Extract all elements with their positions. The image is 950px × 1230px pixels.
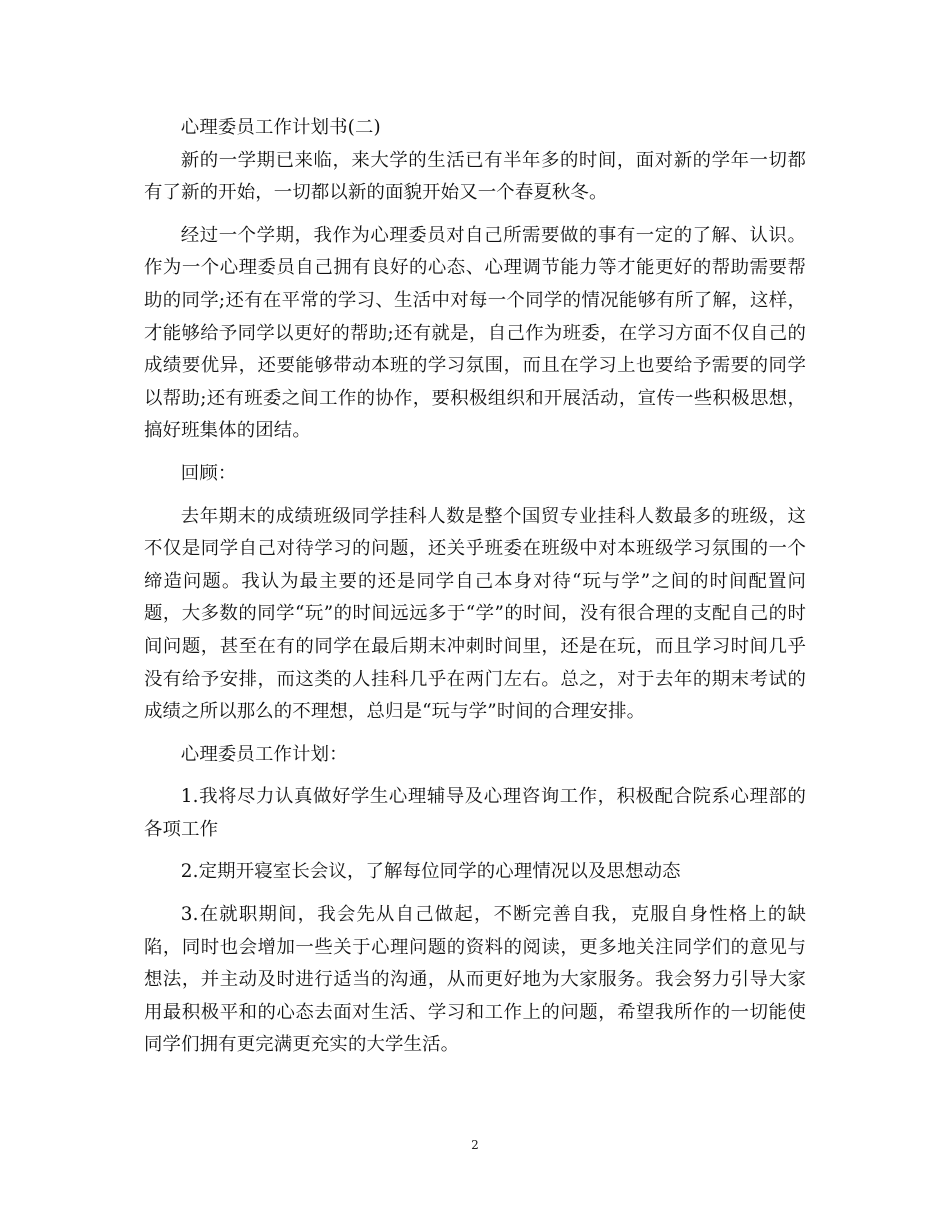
plan-item-2: 2.定期开寝室长会议，了解每位同学的心理情况以及思想动态 (180, 861, 681, 883)
plan-item-3: 3.在就职期间，我会先从自己做起，不断完善自我，克服自身性格上的缺陷，同时也会增加一些关于心理问题的资料的阅读，更多地关注同学们的意见与想法，并主动及时进行适当的沟通，从而更好地为大家服务。我会努力引导大家用最积极平和的心态去面对生活、学习和工作上的问题，希望我所作的一切能使同学们拥有更完满更充实的大学生活。 (144, 904, 806, 1056)
section-heading-plan: 心理委员工作计划： (180, 743, 348, 765)
plan-item-1: 1.我将尽力认真做好学生心理辅导及心理咨询工作，积极配合院系心理部的各项工作 (144, 786, 806, 840)
paragraph-intro: 新的一学期已来临，来大学的生活已有半年多的时间，面对新的学年一切都有了新的开始，一切都以新的面貌开始又一个春夏秋冬。 (144, 149, 806, 204)
section-heading-review: 回顾： (180, 462, 237, 484)
page-number: 2 (471, 1138, 479, 1152)
document-title: 心理委员工作计划书(二) (180, 117, 381, 138)
paragraph-review: 去年期末的成绩班级同学挂科人数是整个国贸专业挂科人数最多的班级，这不仅是同学自己对待学习的问题，还关乎班委在班级中对本班级学习氛围的一个缔造问题。我认为最主要的还是同学自己本身对待“玩与学”之间的时间配置问题，大多数的同学“玩”的时间远远多于“学”的时间，没有很合理的支配自己的时间问题，甚至在有的同学在最后期末冲刺时间里，还是在玩，而且学习时间几乎没有给予安排，而这类的人挂科几乎在两门左右。总之，对于去年的期末考试的成绩之所以那么的不理想，总归是“玩与学”时间的合理安排。 (144, 505, 806, 723)
paragraph-experience: 经过一个学期，我作为心理委员对自己所需要做的事有一定的了解、认识。作为一个心理委员自己拥有良好的心态、心理调节能力等才能更好的帮助需要帮助的同学;还有在平常的学习、生活中对每一个同学的情况能够有所了解，这样，才能够给予同学以更好的帮助;还有就是，自己作为班委，在学习方面不仅自己的成绩要优异，还要能够带动本班的学习氛围，而且在学习上也要给予需要的同学以帮助;还有班委之间工作的协作，要积极组织和开展活动，宣传一些积极思想，搞好班集体的团结。 (144, 224, 806, 442)
document-body (144, 112, 806, 1062)
